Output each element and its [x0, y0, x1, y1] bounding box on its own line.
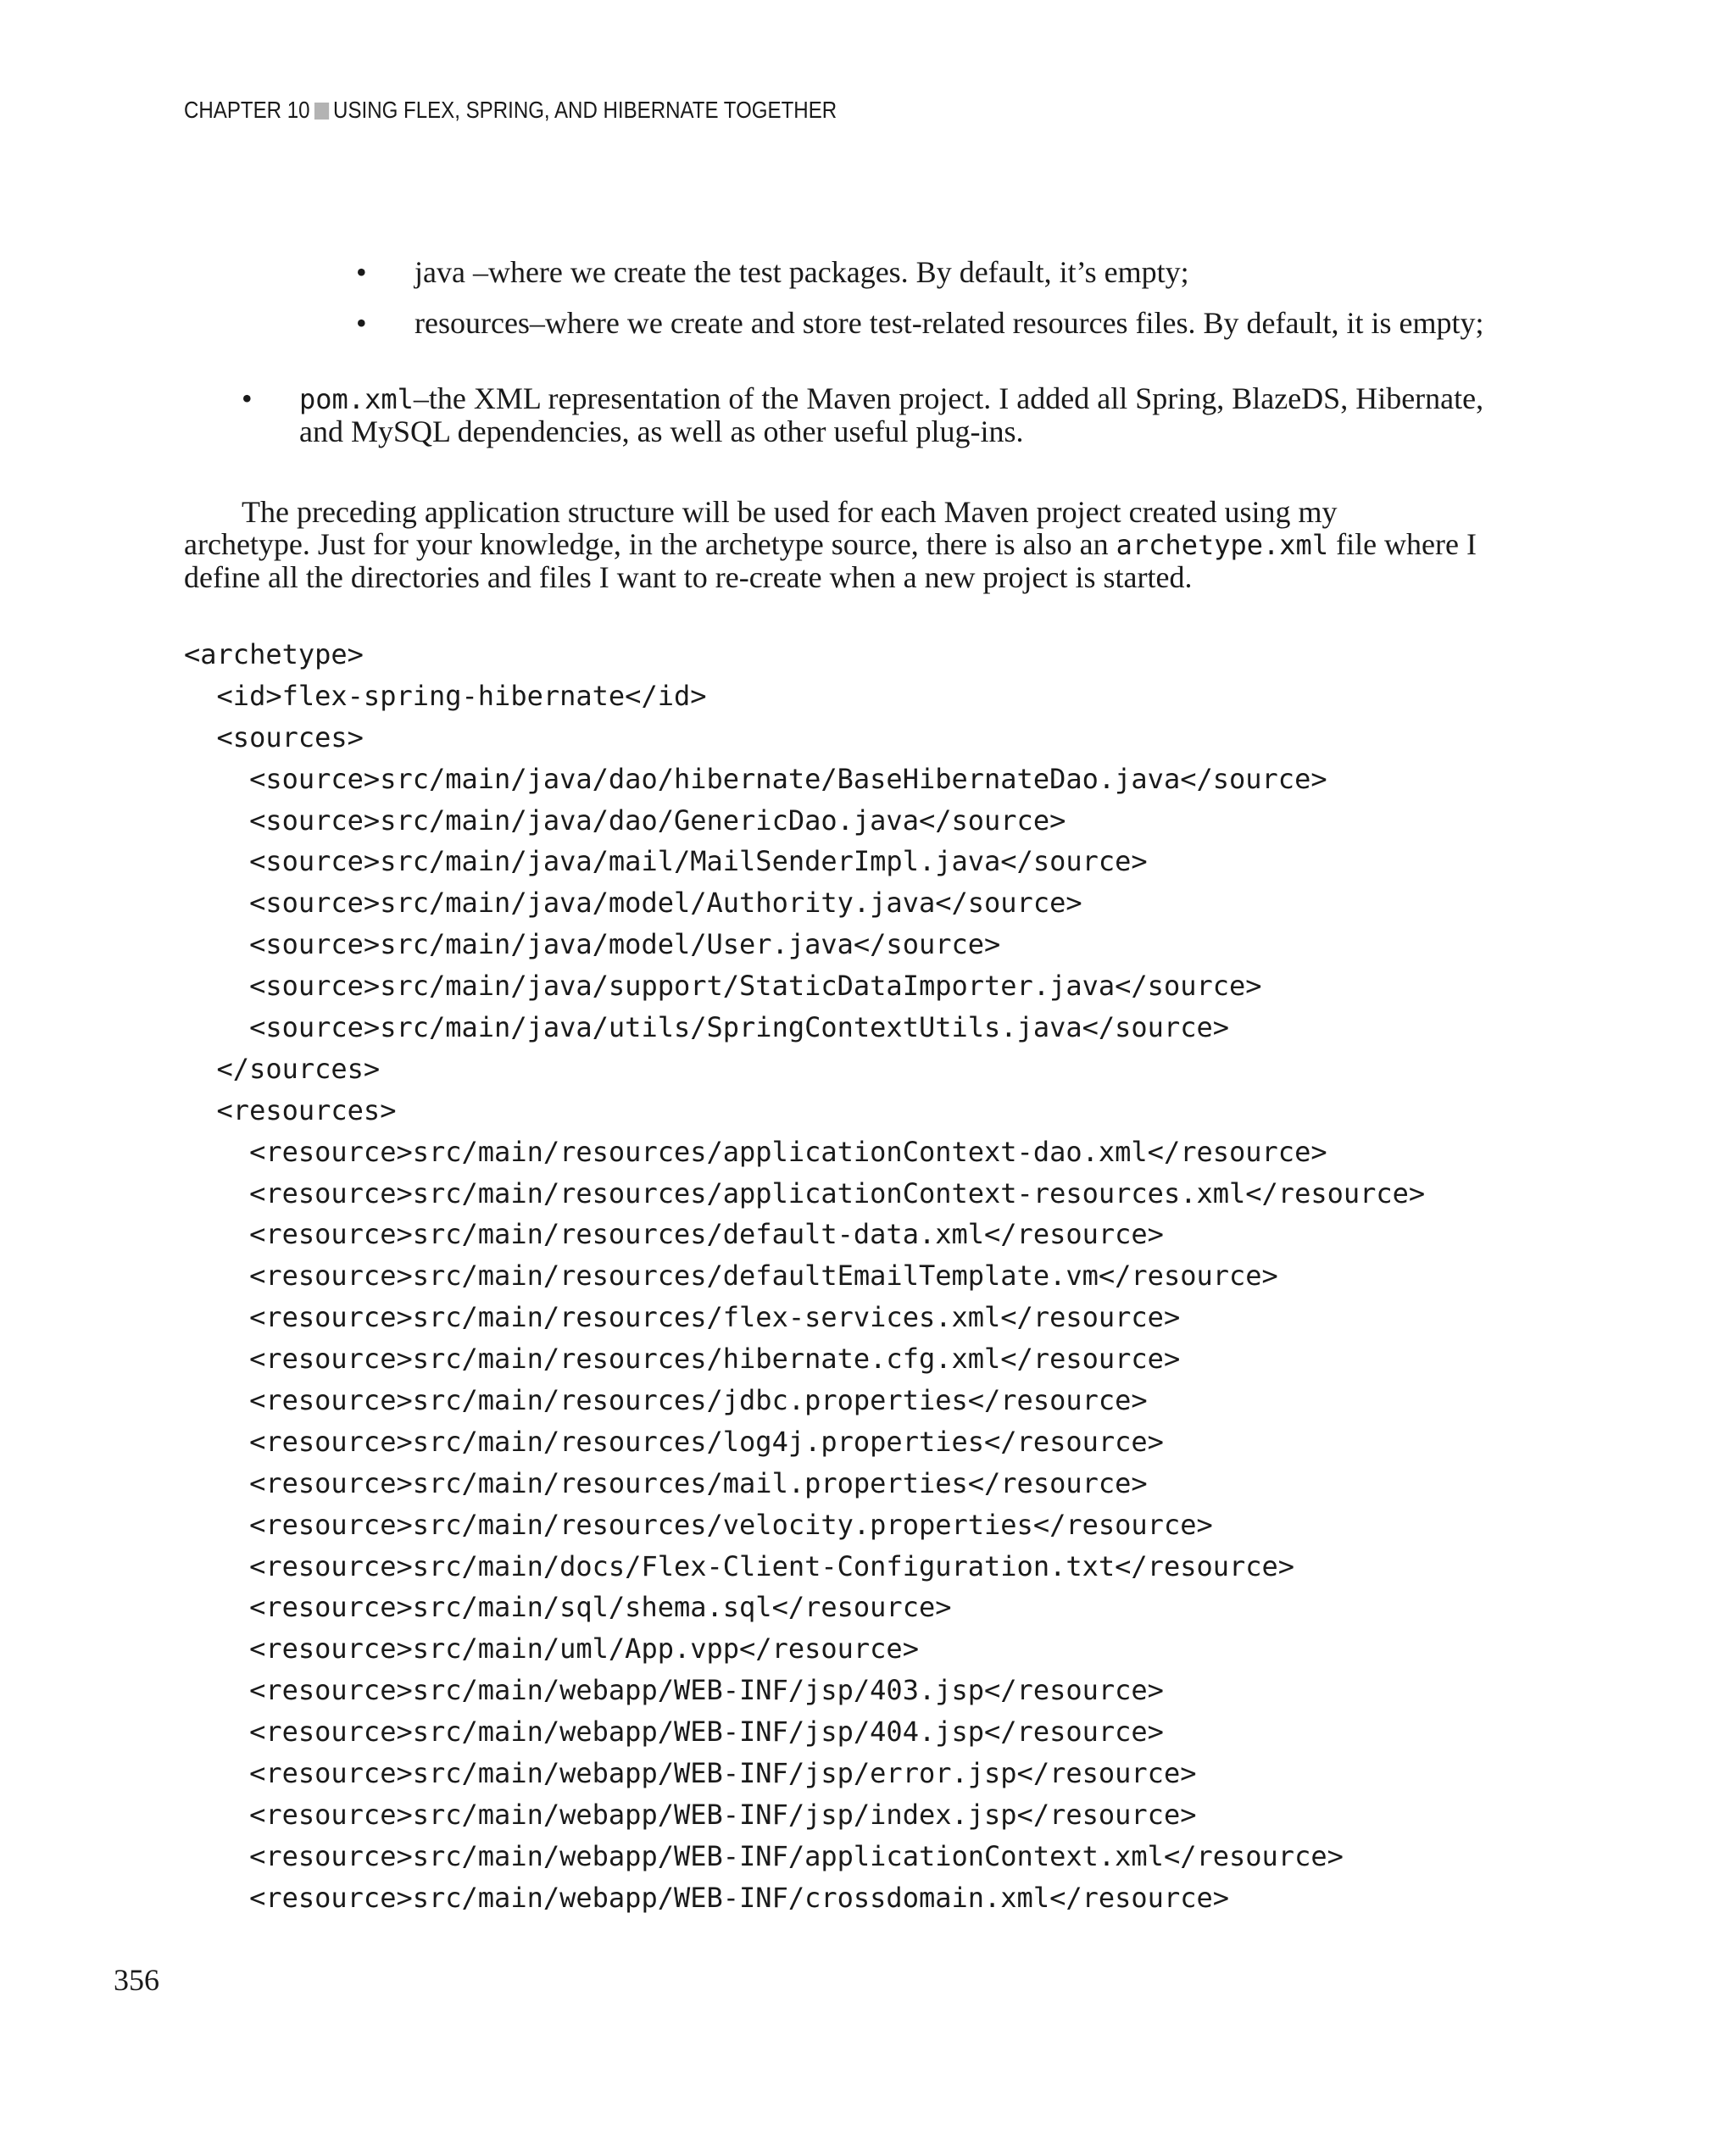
chapter-label: CHAPTER 10 — [184, 97, 310, 123]
code-line: <source>src/main/java/mail/MailSenderImpl.java</source> — [184, 845, 1148, 878]
sub-bullet-resources: resources–where we create and store test-related resources files. By default, it is empty; — [415, 306, 1484, 340]
bullet-dot: • — [242, 381, 253, 415]
code-line: <source>src/main/java/model/User.java</source> — [184, 928, 1001, 961]
code-line: <resource>src/main/resources/mail.properties</resource> — [184, 1466, 1148, 1499]
code-line: <resource>src/main/resources/velocity.properties</resource> — [184, 1508, 1213, 1541]
header-separator-square — [314, 103, 329, 120]
page-number: 356 — [114, 1963, 159, 1997]
code-line: <source>src/main/java/model/Authority.java</source> — [184, 887, 1082, 920]
code-line: <resource>src/main/resources/applicationContext-resources.xml</resource> — [184, 1176, 1426, 1210]
code-line: <resource>src/main/sql/shema.sql</resource> — [184, 1591, 952, 1624]
pom-bullet — [299, 382, 1571, 448]
code-line: <resource>src/main/resources/log4j.properties</resource> — [184, 1425, 1164, 1458]
code-line: <id>flex-spring-hibernate</id> — [184, 679, 707, 712]
pom-bullet-line-1 — [299, 382, 1571, 415]
code-line: <source>src/main/java/dao/GenericDao.java</source> — [184, 804, 1066, 837]
pom-code: pom.xml — [299, 383, 414, 415]
code-line: <resource>src/main/webapp/WEB-INF/jsp/error.jsp</resource> — [184, 1757, 1197, 1790]
archetype-xml-code: archetype.xml — [1116, 529, 1329, 561]
paragraph-line-1: The preceding application structure will be used for each Maven project created using my — [242, 495, 1338, 529]
code-line: <source>src/main/java/utils/SpringContextUtils.java</source> — [184, 1011, 1229, 1044]
paragraph-line-3: define all the directories and files I want to re-create when a new project is started. — [184, 560, 1193, 594]
pom-bullet-text: –the XML representation of the Maven project. I added all Spring, BlazeDS, Hibernate, — [413, 381, 1484, 415]
code-line: <resource>src/main/webapp/WEB-INF/applicationContext.xml</resource> — [184, 1839, 1344, 1872]
running-header — [184, 97, 837, 124]
bullet-dot: • — [356, 306, 367, 340]
pom-bullet-line-2: and MySQL dependencies, as well as other useful plug-ins. — [299, 414, 1024, 448]
code-line: <resource>src/main/resources/default-data.xml</resource> — [184, 1218, 1164, 1251]
paragraph-line-2-before: archetype. Just for your knowledge, in the archetype source, there is also an — [184, 527, 1116, 561]
code-line: <resource>src/main/resources/flex-services.xml</resource> — [184, 1301, 1181, 1334]
code-listing — [184, 634, 1425, 1919]
code-line: <source>src/main/java/dao/hibernate/BaseHibernateDao.java</source> — [184, 762, 1327, 795]
code-line: <source>src/main/java/support/StaticDataImporter.java</source> — [184, 970, 1262, 1003]
bullet-dot: • — [356, 255, 367, 289]
sub-bullet-java: java –where we create the test packages. By default, it’s empty; — [415, 255, 1189, 289]
paragraph-line-2 — [184, 528, 1540, 561]
code-line: <resource>src/main/resources/defaultEmailTemplate.vm</resource> — [184, 1260, 1278, 1293]
chapter-title: USING FLEX, SPRING, AND HIBERNATE TOGETHER — [333, 97, 837, 123]
code-line: <resource>src/main/docs/Flex-Client-Configuration.txt</resource> — [184, 1549, 1295, 1582]
code-line: <resource>src/main/webapp/WEB-INF/jsp/403.jsp</resource> — [184, 1674, 1164, 1707]
code-line: <resource>src/main/resources/hibernate.cfg.xml</resource> — [184, 1343, 1181, 1376]
code-line: <resources> — [184, 1093, 397, 1126]
code-line: <sources> — [184, 720, 364, 754]
code-line: <resource>src/main/uml/App.vpp</resource> — [184, 1632, 919, 1666]
code-line: <resource>src/main/resources/applicationContext-dao.xml</resource> — [184, 1135, 1327, 1168]
body-paragraph — [184, 496, 1540, 593]
paragraph-line-2-after: file where I — [1328, 527, 1477, 561]
code-line: <resource>src/main/resources/jdbc.properties</resource> — [184, 1384, 1148, 1417]
code-line: <resource>src/main/webapp/WEB-INF/crossdomain.xml</resource> — [184, 1881, 1229, 1914]
code-line: <resource>src/main/webapp/WEB-INF/jsp/404.jsp</resource> — [184, 1716, 1164, 1749]
code-line: <resource>src/main/webapp/WEB-INF/jsp/index.jsp</resource> — [184, 1798, 1197, 1831]
code-line: <archetype> — [184, 638, 364, 670]
code-line: </sources> — [184, 1052, 381, 1085]
